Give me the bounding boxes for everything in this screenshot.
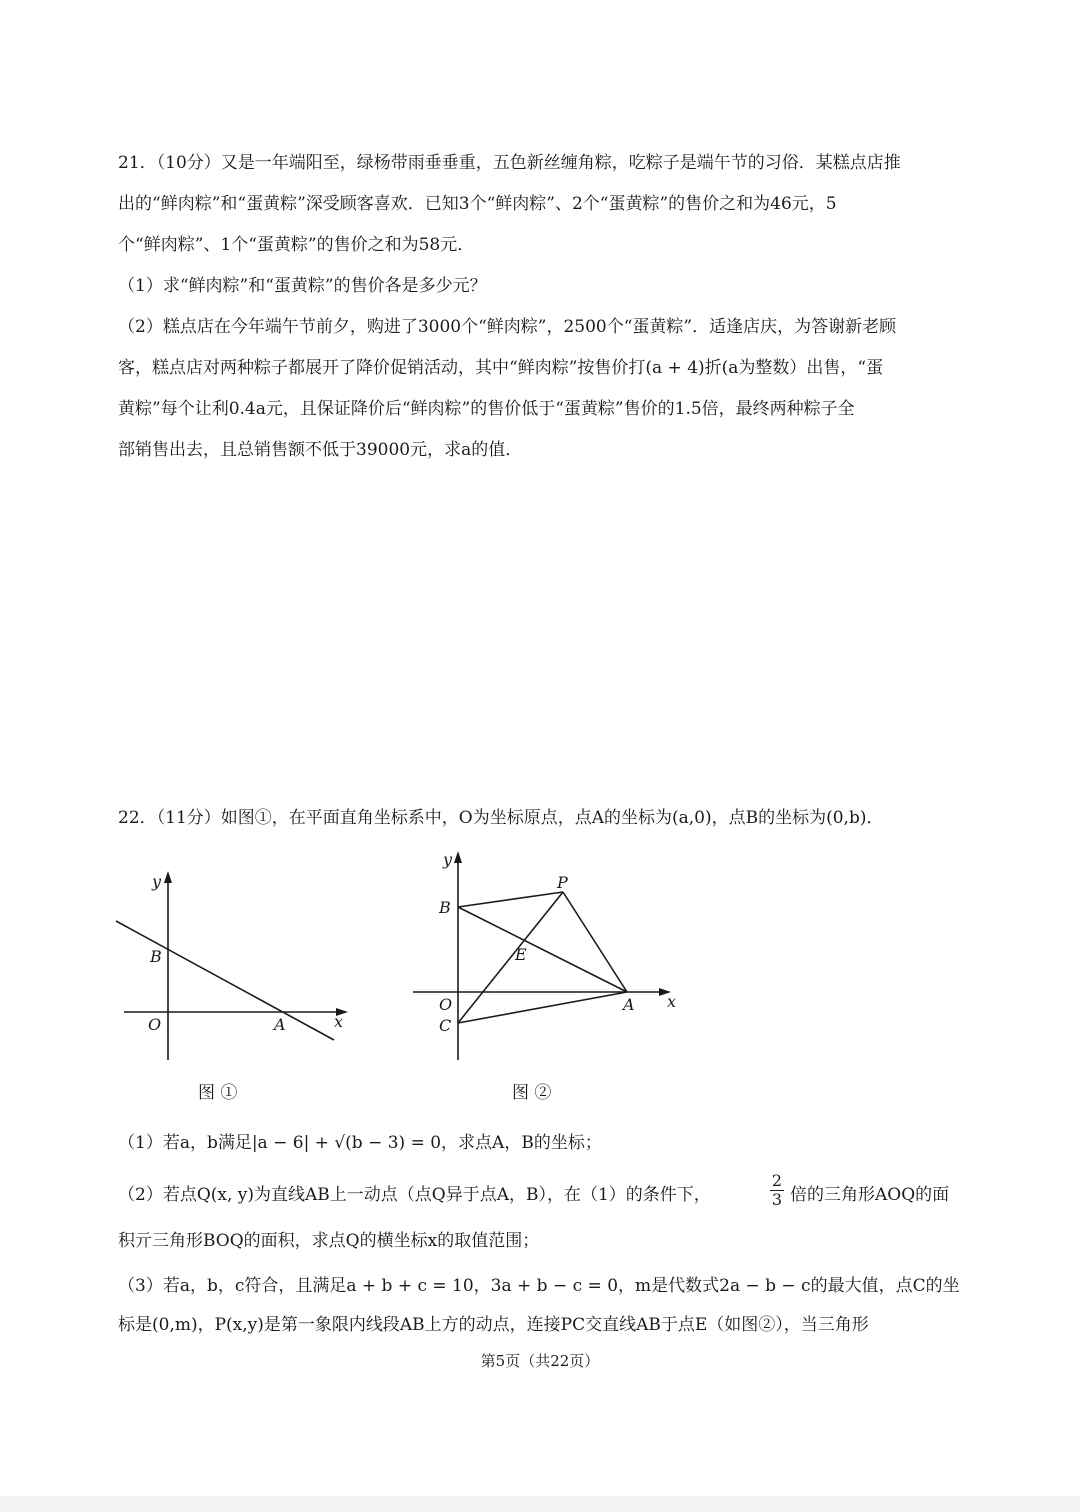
q21-line-2: 出的“鲜肉粽”和“蛋黄粽”深受顾客喜欢．已知3个“鲜肉粽”、2个“蛋黄粽”的售价之和为46元，5 bbox=[118, 194, 837, 214]
figure-2-caption: 图 ② bbox=[512, 1083, 552, 1103]
q22-part-2-line-1b: 倍的三角形AOQ的面 bbox=[790, 1185, 950, 1205]
q22-intro: 22．（11分）如图①，在平面直角坐标系中，O为坐标原点，点A的坐标为(a,0)，点B的坐标为(0,b)． bbox=[118, 808, 884, 828]
fig2-label-a: A bbox=[623, 995, 635, 1014]
q21-part-2-line-2: 客，糕点店对两种粽子都展开了降价促销活动，其中“鲜肉粽”按售价打(a + 4)折(a为整数）出售，“蛋 bbox=[118, 358, 884, 378]
q22-part-1: （1）若a，b满足|a − 6| + √(b − 3) = 0，求点A，B的坐标； bbox=[118, 1133, 602, 1153]
fig1-label-o: O bbox=[148, 1015, 162, 1034]
page-bottom-edge bbox=[0, 1496, 1080, 1512]
q22-fraction-two-thirds bbox=[770, 1172, 784, 1209]
fig1-label-x: x bbox=[334, 1012, 344, 1031]
figure-1-caption: 图 ① bbox=[198, 1083, 238, 1103]
q21-line-3: 个“鲜肉粽”、1个“蛋黄粽”的售价之和为58元． bbox=[118, 235, 475, 255]
fig2-segment-ba bbox=[458, 907, 627, 992]
fraction-numerator: 2 bbox=[771, 1171, 783, 1190]
q22-part-2-line-2: 积亓三角形BOQ的面积，求点Q的横坐标x的取值范围； bbox=[118, 1231, 540, 1251]
fig2-label-y: y bbox=[443, 850, 453, 869]
q22-part-3-line-1: （3）若a，b，c符合，且满足a + b + c = 10，3a + b − c = 0，m是代数式2a − b − c的最大值，点C的坐 bbox=[118, 1276, 960, 1296]
q21-part-2-line-3: 黄粽”每个让利0.4a元，且保证降价后“鲜肉粽”的售价低于“蛋黄粽”售价的1.5倍，最终两种粽子全 bbox=[118, 399, 855, 419]
fig2-label-x: x bbox=[667, 992, 677, 1011]
fig2-segment-pa bbox=[563, 892, 627, 992]
q21-part-2-line-1: （2）糕点店在今年端午节前夕，购进了3000个“鲜肉粽”，2500个“蛋黄粽”．适逢店庆，为答谢新老顾 bbox=[118, 317, 897, 337]
q21-line-1: 21．（10分）又是一年端阳至，绿杨带雨垂垂重，五色新丝缠角粽，吃粽子是端午节的习俗．某糕点店推 bbox=[118, 153, 901, 173]
fig2-segment-pc bbox=[458, 892, 563, 1023]
q22-part-2-line-1a: （2）若点Q(x, y)为直线AB上一动点（点Q异于点A，B），在（1）的条件下， bbox=[118, 1185, 711, 1205]
fig2-segment-ca bbox=[458, 992, 627, 1023]
fig1-y-arrow bbox=[164, 871, 172, 883]
fig1-label-y: y bbox=[152, 872, 162, 891]
fig2-segment-bp bbox=[458, 892, 563, 907]
q21-part-2-line-4: 部销售出去，且总销售额不低于39000元，求a的值． bbox=[118, 440, 523, 460]
fig2-label-c: C bbox=[439, 1016, 452, 1035]
q22-part-3-line-2: 标是(0,m)，P(x,y)是第一象限内线段AB上方的动点，连接PC交直线AB于点E（如图②），当三角形 bbox=[118, 1315, 869, 1335]
fig2-y-arrow bbox=[454, 851, 462, 863]
fig2-label-e: E bbox=[515, 945, 527, 964]
fig1-label-a: A bbox=[274, 1015, 286, 1034]
fig2-label-o: O bbox=[439, 995, 453, 1014]
q21-part-1: （1）求“鲜肉粽”和“蛋黄粽”的售价各是多少元？ bbox=[118, 276, 487, 296]
fraction-denominator: 3 bbox=[771, 1190, 783, 1209]
figure-2 bbox=[405, 845, 695, 1065]
fig1-label-b: B bbox=[150, 947, 162, 966]
fig2-label-p: P bbox=[557, 873, 568, 892]
figure-1 bbox=[110, 865, 360, 1070]
page-footer: 第5页（共22页） bbox=[480, 1352, 600, 1370]
fig2-label-b: B bbox=[439, 898, 451, 917]
